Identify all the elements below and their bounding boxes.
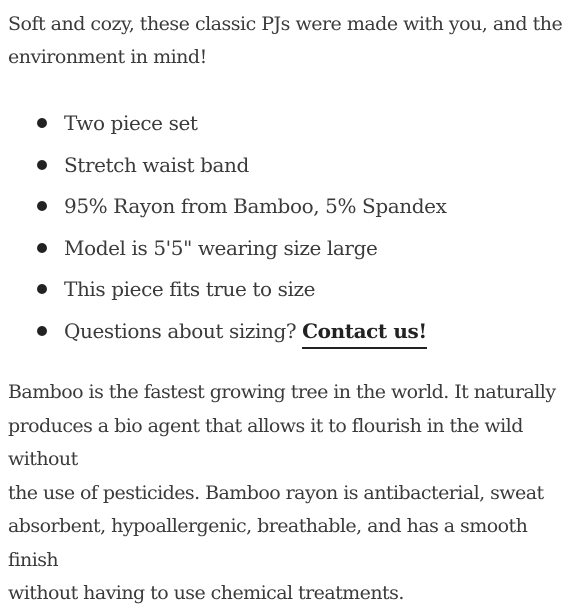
feature-text: Two piece set [64,111,198,135]
feature-item [8,228,568,270]
feature-item-sizing [8,311,568,353]
bullet-icon [37,160,47,170]
bullet-icon [37,284,47,294]
intro-line: environment in mind! [8,46,207,68]
bamboo-line: without having to use chemical treatments. [8,582,404,604]
feature-item [8,186,568,228]
feature-item [8,269,568,311]
contact-us-link[interactable]: Contact us! [302,319,427,349]
bamboo-line: Bamboo is the fastest growing tree in the world. It naturally [8,381,556,403]
bullet-icon [37,243,47,253]
bamboo-line: absorbent, hypoallergenic, breathable, and has a smooth finish [8,515,528,571]
bullet-icon [37,326,47,336]
feature-item [8,103,568,145]
feature-text: This piece fits true to size [64,277,316,301]
bullet-icon [37,118,47,128]
feature-list [8,103,568,352]
intro-line: Soft and cozy, these classic PJs were made with you, and the [8,13,563,35]
feature-text: 95% Rayon from Bamboo, 5% Spandex [64,194,447,218]
bamboo-line: produces a bio agent that allows it to flourish in the wild without [8,414,523,470]
feature-text: Model is 5'5" wearing size large [64,235,378,260]
bamboo-paragraph [8,376,580,611]
feature-text: Questions about sizing? [64,318,303,343]
bullet-icon [37,201,47,211]
intro-paragraph [8,8,578,74]
bamboo-line: the use of pesticides. Bamboo rayon is antibacterial, sweat [8,481,544,504]
feature-text: Stretch waist band [64,152,249,177]
feature-item [8,145,568,187]
